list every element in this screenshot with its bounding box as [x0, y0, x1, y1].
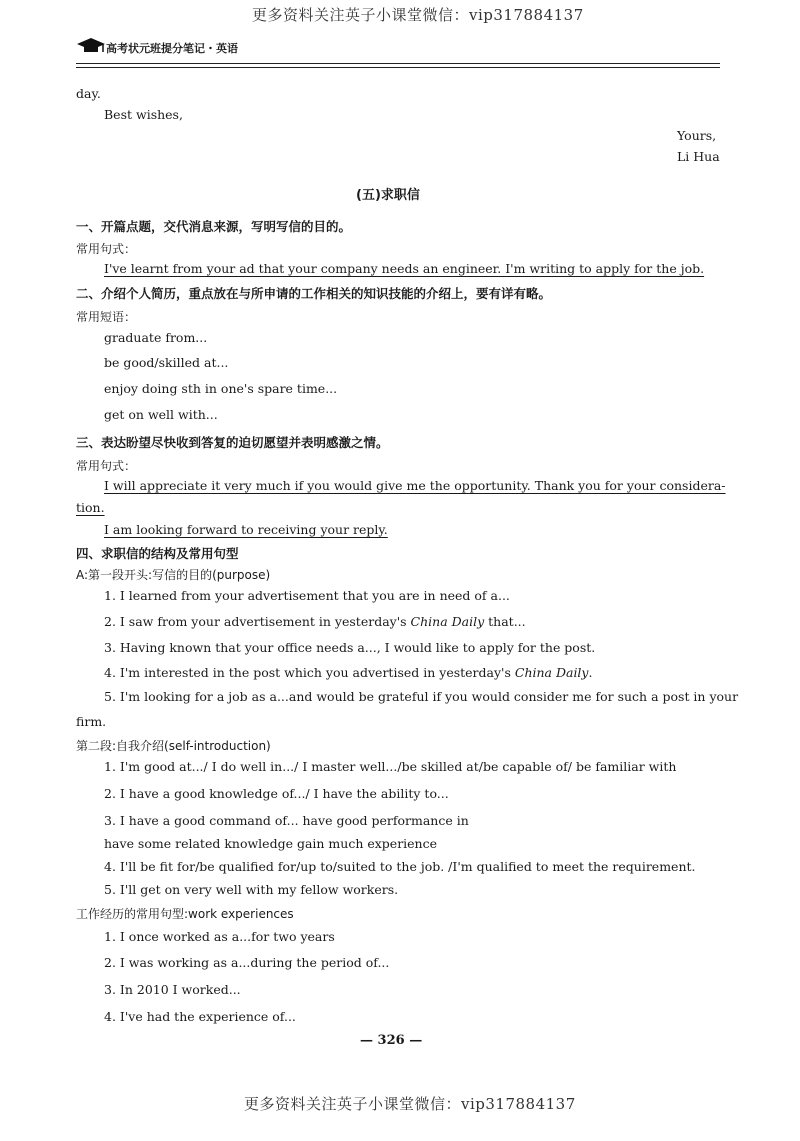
part3-label: 常用句式：	[76, 459, 137, 473]
work-sentence: 1. I once worked as a...for two years	[104, 929, 335, 944]
phrase-item: enjoy doing sth in one's spare time...	[104, 381, 338, 396]
part4-heading: 四、求职信的结构及常用句型	[76, 546, 239, 561]
intro-sentence-cont: have some related knowledge gain much experience	[104, 836, 438, 851]
section-title: (五)求职信	[356, 188, 420, 203]
letter-signature: Li Hua	[677, 149, 720, 164]
part1-label: 常用句式：	[76, 242, 137, 256]
purpose-sentence: 3. Having known that your office needs a..., I would like to apply for the post.	[104, 640, 596, 655]
intro-sentence: 5. I'll get on very well with my fellow workers.	[104, 882, 399, 897]
phrase-item: be good/skilled at...	[104, 355, 229, 370]
letter-closing: Best wishes,	[104, 107, 183, 122]
purpose-sentence: 1. I learned from your advertisement that you are in need of a...	[104, 588, 510, 603]
purpose-sentence: 4. I'm interested in the post which you advertised in yesterday's China Daily.	[104, 665, 593, 680]
part3-sentence-1: I will appreciate it very much if you would give me the opportunity. Thank you for your considera-	[104, 478, 726, 493]
purpose-sentence-cont: firm.	[76, 714, 107, 729]
intro-sentence: 3. I have a good command of... have good performance in	[104, 813, 469, 828]
work-sentence: 2. I was working as a...during the period of...	[104, 955, 390, 970]
purpose-sentence: 2. I saw from your advertisement in yesterday's China Daily that...	[104, 614, 526, 629]
part3-heading: 三、表达盼望尽快收到答复的迫切愿望并表明感激之情。	[76, 435, 389, 450]
phrase-item: graduate from...	[104, 330, 208, 345]
work-sentence: 4. I've had the experience of...	[104, 1009, 296, 1024]
letter-end-word: day.	[76, 86, 101, 101]
intro-sentence: 1. I'm good at.../ I do well in.../ I master well.../be skilled at/be capable of/ be familiar with	[104, 759, 677, 774]
part2-heading: 二、介绍个人简历，重点放在与所申请的工作相关的知识技能的介绍上，要有详有略。	[76, 286, 552, 301]
part3-sentence-2: I am looking forward to receiving your reply.	[104, 522, 388, 537]
watermark-top: 更多资料关注英子小课堂微信：vip317884137	[252, 6, 584, 24]
graduation-cap-icon	[76, 36, 106, 60]
page-number: — 326 —	[360, 1033, 423, 1048]
intro-sentence: 2. I have a good knowledge of.../ I have the ability to...	[104, 786, 449, 801]
part3-sentence-1-cont: tion.	[76, 500, 105, 515]
part1-heading: 一、开篇点题，交代消息来源，写明写信的目的。	[76, 219, 352, 234]
header-rule-thin	[76, 67, 720, 68]
work-heading: 工作经历的常用句型:work experiences	[76, 907, 294, 921]
work-sentence: 3. In 2010 I worked...	[104, 982, 241, 997]
intro-sentence: 4. I'll be fit for/be qualified for/up to/suited to the job. /I'm qualified to meet the requirement.	[104, 859, 696, 874]
para-a-heading: A:第一段开头:写信的目的(purpose)	[76, 568, 271, 582]
watermark-bottom: 更多资料关注英子小课堂微信：vip317884137	[244, 1095, 576, 1113]
para2-heading: 第二段:自我介绍(self-introduction)	[76, 739, 271, 753]
letter-signoff: Yours,	[677, 128, 717, 143]
purpose-sentence: 5. I'm looking for a job as a...and would be grateful if you would consider me for such a post in your	[104, 689, 739, 704]
part2-label: 常用短语：	[76, 310, 137, 324]
part1-sentence: I've learnt from your ad that your company needs an engineer. I'm writing to apply for the job.	[104, 261, 705, 276]
phrase-item: get on well with...	[104, 407, 218, 422]
header-title: 高考状元班提分笔记・英语	[106, 42, 238, 55]
header-rule	[76, 63, 720, 64]
